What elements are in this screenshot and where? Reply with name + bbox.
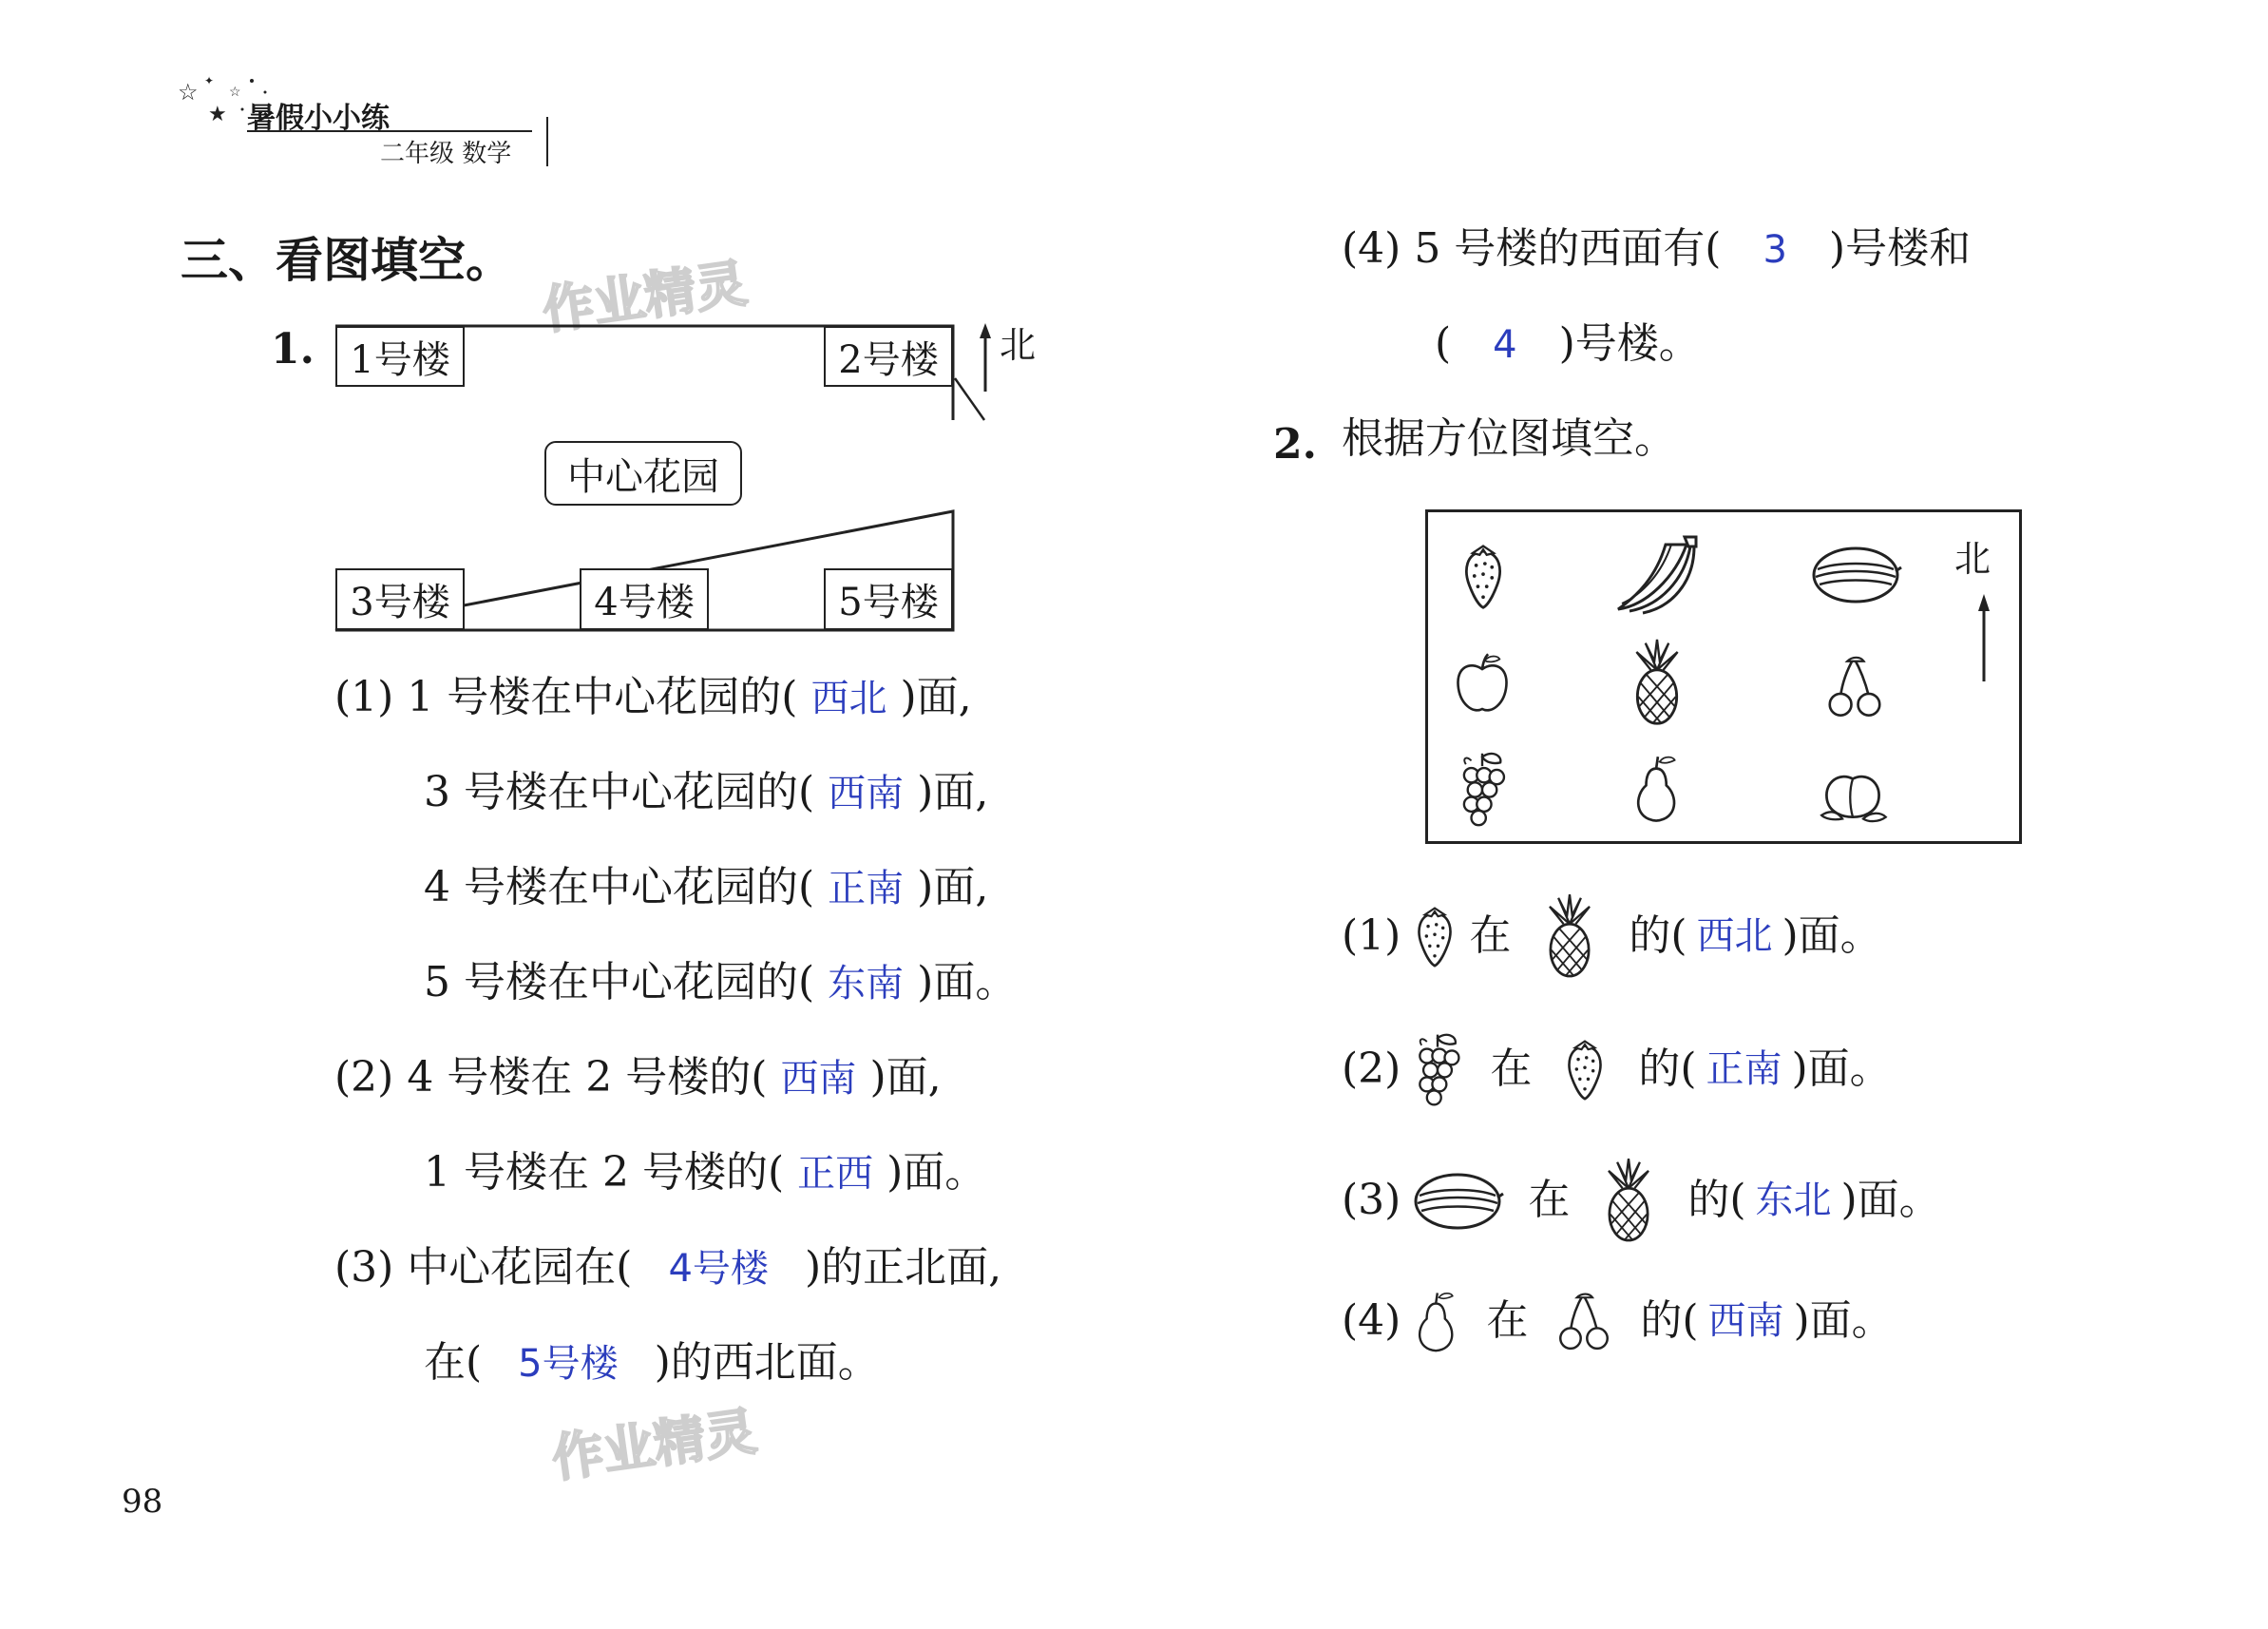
q2-item-3-answer: 东北 [1755,1179,1832,1222]
q1-4-line-1 [1342,224,1972,273]
q2-item-2-label: (2) [1342,1044,1401,1093]
q1-line-3-prefix: 4 号楼在中心花园的( [424,863,815,911]
q2-item-3-label: (3) [1342,1176,1401,1224]
pear-icon [1410,1286,1463,1356]
q2-item-2-suf: )面。 [1791,1044,1892,1093]
q1-number: 1. [271,325,314,374]
q1-line-4-prefix: 5 号楼在中心花园的( [424,958,815,1006]
fruit-grid [1425,509,2022,844]
q1-4-answer-2: 4 [1493,323,1517,367]
q1-line-5-prefix: (2) 4 号楼在 2 号楼的( [334,1053,768,1102]
svg-text:✦: ✦ [204,74,215,87]
banana-icon [1609,529,1704,615]
building-3: 3号楼 [335,568,465,630]
q2-item-1-answer: 西北 [1696,914,1773,958]
q2-title: 根据方位图填空。 [1342,414,1676,463]
q1-line-4 [424,958,1018,1006]
pineapple-icon [1598,1155,1659,1246]
q2-item-4 [1342,1278,1894,1364]
q2-item-2-answer: 正南 [1706,1047,1782,1091]
q1-4-line-2 [1435,319,1701,368]
header-subtitle: 二年级 数学 [380,140,512,168]
q2-item-1-suf: )面。 [1782,911,1882,960]
apple-icon [1453,649,1512,716]
q2-item-3 [1342,1148,1941,1253]
building-5: 5号楼 [824,568,953,630]
header-title: 暑假小小练 [247,102,390,135]
q1-line-2-answer: 西南 [828,772,905,815]
building-2: 2号楼 [824,326,953,387]
svg-text:★: ★ [208,103,227,126]
q1-line-5-suffix: )面, [869,1053,942,1102]
north-label: 北 [1000,324,1037,366]
header-divider [546,117,548,166]
q1-line-7-prefix: (3) 中心花园在( [334,1243,633,1292]
q1-4-line-2-prefix: ( [1435,319,1452,368]
q1-line-4-suffix: )面。 [917,958,1018,1006]
q1-line-8-answer: 5号楼 [518,1342,619,1386]
center-garden: 中心花园 [544,441,742,506]
q2-item-1-pre: 的( [1629,911,1687,960]
grape-icon [1410,1029,1465,1109]
q1-line-7 [334,1243,1002,1292]
strawberry-icon [1410,903,1459,969]
q2-item-1-mid: 在 [1469,911,1512,960]
q2-item-2-pre: 的( [1638,1044,1697,1093]
watermark-bottom: 作业精灵 [548,1401,760,1489]
q2-item-4-label: (4) [1342,1296,1401,1345]
q1-line-8 [424,1338,880,1387]
q1-map [333,323,1037,637]
grid-north-label: 北 [1954,538,1992,580]
q1-line-3 [424,863,989,911]
q2-item-3-suf: )面。 [1840,1176,1941,1224]
svg-text:☆: ☆ [178,79,199,105]
q1-line-2 [424,768,989,816]
q1-line-8-prefix: 在( [424,1338,483,1387]
cherry-icon [1556,1290,1611,1352]
watermark-top: 作业精灵 [539,253,751,341]
pineapple-icon [1626,638,1688,727]
q1-line-1 [334,673,972,721]
q1-line-6 [424,1148,987,1197]
q2-item-2 [1342,1022,1892,1117]
q1-line-2-suffix: )面, [917,768,989,816]
q2-item-4-suf: )面。 [1793,1296,1894,1345]
q2-item-3-mid: 在 [1528,1176,1571,1224]
pear-icon [1628,750,1687,826]
q1-line-6-suffix: )面。 [886,1148,987,1197]
q1-line-7-suffix: )的正北面, [804,1243,1002,1292]
q1-4-line-2-suffix: )号楼。 [1558,319,1701,368]
q1-line-8-suffix: )的西北面。 [654,1338,880,1387]
q2-item-2-mid: 在 [1490,1044,1533,1093]
q1-line-2-prefix: 3 号楼在中心花园的( [424,768,815,816]
grape-icon [1455,748,1510,830]
q1-4-answer-1: 3 [1763,228,1787,272]
q1-line-7-answer: 4号楼 [668,1247,769,1291]
q1-line-5 [334,1053,942,1102]
q2-number: 2. [1273,420,1317,469]
pineapple-icon [1539,891,1600,982]
q1-line-3-answer: 正南 [828,867,905,910]
q1-4-line-1-suffix: )号楼和 [1828,224,1972,273]
q1-line-4-answer: 东南 [828,962,905,1006]
q1-line-6-answer: 正西 [797,1152,874,1196]
page-number: 98 [122,1483,163,1521]
q1-line-5-answer: 西南 [780,1057,857,1101]
q2-item-1 [1342,889,1882,984]
header [176,71,575,166]
strawberry-icon [1560,1036,1610,1102]
q1-line-3-suffix: )面, [917,863,989,911]
q1-line-1-answer: 西北 [810,677,887,720]
q1-4-line-1-prefix: (4) 5 号楼的西面有( [1342,224,1722,273]
svg-text:☆: ☆ [229,85,241,100]
watermelon-icon [1410,1167,1505,1234]
q1-line-6-prefix: 1 号楼在 2 号楼的( [424,1148,785,1197]
q2-item-4-mid: 在 [1486,1296,1529,1345]
watermelon-icon [1808,541,1903,607]
q2-item-4-pre: 的( [1640,1296,1699,1345]
strawberry-icon [1457,541,1510,611]
cherry-icon [1825,653,1884,719]
building-1: 1号楼 [335,326,465,387]
q1-line-1-suffix: )面, [900,673,972,721]
q2-item-3-pre: 的( [1687,1176,1746,1224]
q2-item-1-label: (1) [1342,911,1401,960]
peach-icon [1818,763,1888,824]
header-underline [247,130,532,132]
q2-item-4-answer: 西南 [1707,1299,1784,1343]
section-title: 三、看图填空。 [181,233,513,288]
building-4: 4号楼 [580,568,709,630]
q1-line-1-prefix: (1) 1 号楼在中心花园的( [334,673,798,721]
